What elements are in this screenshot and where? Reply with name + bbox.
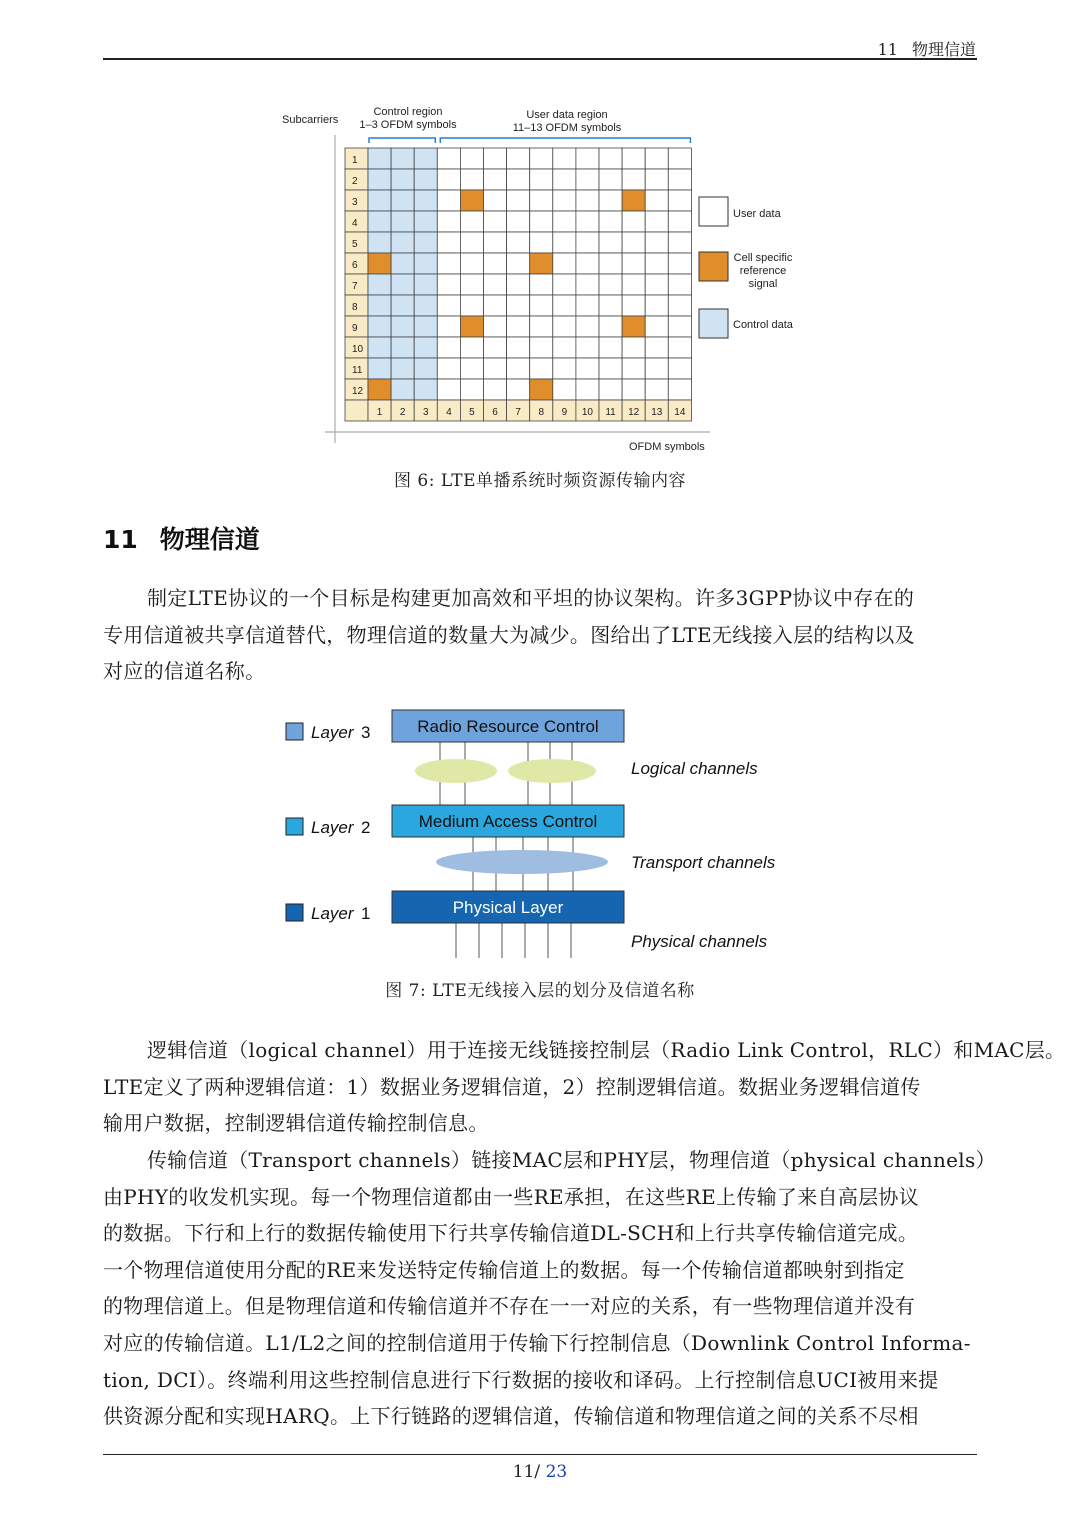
user-data-cell	[599, 337, 622, 358]
user-data-cell	[530, 316, 553, 337]
control-data-cell	[414, 379, 437, 400]
control-data-cell	[414, 190, 437, 211]
user-data-cell	[645, 232, 668, 253]
symbol-index-label: 5	[469, 407, 475, 418]
medium-access-control-label: Medium Access Control	[418, 812, 598, 831]
symbol-index-label: 11	[605, 407, 616, 418]
reference-signal-cell	[368, 253, 391, 274]
user-data-cell	[460, 232, 483, 253]
user-data-cell	[622, 379, 645, 400]
user-region-bracket	[440, 138, 690, 143]
legend-control-data-swatch	[699, 309, 728, 338]
paragraph-line: LTE定义了两种逻辑信道：1）数据业务逻辑信道，2）控制逻辑信道。数据业务逻辑信道传	[103, 1074, 921, 1099]
control-region-symbols-label: 1–3 OFDM symbols	[359, 119, 457, 131]
control-data-cell	[368, 337, 391, 358]
paragraph-line: 的数据。下行和上行的数据传输使用下行共享传输信道DL-SCH和上行共享传输信道完成。	[103, 1221, 919, 1246]
user-data-cell	[553, 232, 576, 253]
user-data-cell	[599, 190, 622, 211]
user-data-cell	[645, 190, 668, 211]
control-data-cell	[391, 316, 414, 337]
user-data-cell	[484, 379, 507, 400]
layer-1-number: 1	[361, 904, 371, 923]
transport-channel-ellipse	[436, 850, 608, 874]
user-data-cell	[576, 379, 599, 400]
physical-layer-label: Physical Layer	[452, 898, 564, 917]
user-data-cell	[530, 232, 553, 253]
subcarrier-index-label: 11	[352, 365, 363, 376]
control-data-cell	[391, 295, 414, 316]
reference-signal-cell	[622, 190, 645, 211]
user-data-cell	[645, 148, 668, 169]
user-region-label: User data region	[526, 109, 608, 121]
user-data-cell	[668, 190, 691, 211]
user-data-cell	[507, 274, 530, 295]
user-data-cell	[645, 274, 668, 295]
user-data-cell	[668, 295, 691, 316]
user-data-cell	[599, 274, 622, 295]
user-data-cell	[599, 316, 622, 337]
user-data-cell	[622, 169, 645, 190]
user-data-cell	[668, 337, 691, 358]
subcarrier-index-label: 10	[352, 344, 364, 355]
logical-channel-ellipse	[415, 759, 497, 783]
user-data-cell	[530, 274, 553, 295]
user-data-cell	[622, 295, 645, 316]
control-data-cell	[391, 169, 414, 190]
control-data-cell	[414, 148, 437, 169]
user-data-cell	[437, 169, 460, 190]
figure-7-caption: 图 7: LTE无线接入层的划分及信道名称	[385, 981, 695, 1001]
ofdm-symbols-axis-label: OFDM symbols	[629, 441, 705, 453]
paragraph-line: 由PHY的收发机实现。每一个物理信道都由一些RE承担，在这些RE上传输了来自高层协议	[103, 1184, 920, 1209]
user-data-cell	[576, 295, 599, 316]
user-data-cell	[437, 232, 460, 253]
control-data-cell	[414, 358, 437, 379]
user-data-cell	[622, 274, 645, 295]
user-data-cell	[484, 211, 507, 232]
user-data-cell	[530, 148, 553, 169]
control-data-cell	[368, 274, 391, 295]
user-data-cell	[553, 148, 576, 169]
user-data-cell	[507, 232, 530, 253]
figure-6-caption: 图 6: LTE单播系统时频资源传输内容	[393, 471, 686, 491]
protocol-layers-figure	[280, 700, 800, 965]
user-data-cell	[668, 253, 691, 274]
layer-1-label: Layer	[311, 904, 354, 923]
control-region-bracket	[369, 138, 435, 143]
control-data-cell	[391, 379, 414, 400]
transport-channel-paragraph	[103, 1142, 996, 1435]
control-region-label: Control region	[373, 106, 443, 118]
subcarrier-index-label: 3	[352, 197, 358, 208]
control-data-cell	[414, 337, 437, 358]
user-data-cell	[553, 169, 576, 190]
section-title: 物理信道	[159, 525, 260, 554]
user-data-cell	[576, 316, 599, 337]
user-data-cell	[645, 358, 668, 379]
symbol-index-label: 1	[376, 407, 383, 418]
user-data-cell	[530, 358, 553, 379]
user-data-cell	[553, 316, 576, 337]
control-data-cell	[391, 211, 414, 232]
paragraph-line: 一个物理信道使用分配的RE来发送特定传输信道上的数据。每一个传输信道都映射到指定	[103, 1257, 905, 1282]
control-data-cell	[414, 211, 437, 232]
subcarrier-index-label: 2	[352, 176, 358, 187]
control-data-cell	[368, 295, 391, 316]
subcarrier-index-label: 12	[352, 386, 364, 397]
layer-1-legend-square	[286, 904, 303, 921]
user-data-cell	[484, 169, 507, 190]
user-data-cell	[484, 274, 507, 295]
user-data-cell	[460, 358, 483, 379]
user-data-cell	[553, 190, 576, 211]
user-data-cell	[668, 379, 691, 400]
page-number	[0, 1462, 1080, 1482]
subcarrier-index-label: 1	[352, 155, 358, 166]
user-data-cell	[437, 337, 460, 358]
reference-signal-cell	[622, 316, 645, 337]
layer-2-label: Layer	[311, 818, 354, 837]
legend-user-data-swatch	[699, 197, 728, 226]
symbol-index-label: 8	[538, 407, 545, 418]
user-data-cell	[599, 379, 622, 400]
user-data-cell	[668, 358, 691, 379]
symbol-index-label: 10	[581, 407, 594, 418]
user-data-cell	[622, 211, 645, 232]
user-data-cell	[530, 337, 553, 358]
user-data-cell	[553, 274, 576, 295]
total-pages-link[interactable]: 23	[545, 1462, 568, 1482]
user-data-cell	[507, 358, 530, 379]
user-data-cell	[576, 148, 599, 169]
legend-crs-label-line1: Cell specific	[733, 252, 793, 264]
user-data-cell	[484, 253, 507, 274]
control-data-cell	[391, 190, 414, 211]
user-data-cell	[460, 148, 483, 169]
control-data-cell	[368, 169, 391, 190]
user-data-cell	[553, 295, 576, 316]
reference-signal-cell	[460, 190, 483, 211]
control-data-cell	[414, 232, 437, 253]
subcarrier-index-cell	[345, 400, 368, 421]
paragraph-line: 对应的传输信道。L1/L2之间的控制信道用于传输下行控制信息（Downlink Control Informa-	[103, 1330, 971, 1355]
header-chapter-title: 物理信道	[911, 40, 976, 59]
paragraph-line: 传输信道（Transport channels）链接MAC层和PHY层，物理信道（physical channels）	[147, 1148, 996, 1172]
user-data-cell	[668, 211, 691, 232]
section-heading	[103, 520, 260, 556]
user-data-cell	[622, 253, 645, 274]
user-data-cell	[507, 190, 530, 211]
symbol-index-label: 14	[674, 407, 686, 418]
user-data-cell	[576, 232, 599, 253]
user-data-cell	[553, 253, 576, 274]
legend-crs-label-line2: reference	[739, 265, 787, 277]
symbol-index-label: 12	[628, 407, 640, 418]
user-data-cell	[484, 337, 507, 358]
control-data-cell	[368, 358, 391, 379]
reference-signal-cell	[460, 316, 483, 337]
section-number: 11	[103, 525, 138, 554]
user-data-cell	[645, 169, 668, 190]
user-data-cell	[484, 148, 507, 169]
header-rule	[103, 58, 977, 60]
subcarrier-index-label: 9	[352, 323, 358, 334]
user-data-cell	[530, 169, 553, 190]
control-data-cell	[368, 316, 391, 337]
symbol-index-label: 2	[399, 407, 406, 418]
running-header	[878, 37, 976, 60]
user-data-cell	[576, 274, 599, 295]
control-data-cell	[391, 148, 414, 169]
user-data-cell	[460, 169, 483, 190]
legend-user-data-label: User data	[733, 208, 781, 220]
subcarrier-index-label: 5	[352, 239, 358, 250]
paragraph-line: 专用信道被共享信道替代，物理信道的数量大为减少。图给出了LTE无线接入层的结构以及	[103, 622, 915, 647]
user-data-cell	[507, 316, 530, 337]
user-data-cell	[460, 379, 483, 400]
paragraph-line: 输用户数据，控制逻辑信道传输控制信息。	[103, 1111, 489, 1136]
user-data-cell	[530, 190, 553, 211]
user-data-cell	[507, 169, 530, 190]
layer-3-label: Layer	[311, 723, 354, 742]
subcarrier-index-label: 4	[352, 218, 358, 229]
user-data-cell	[460, 295, 483, 316]
user-data-cell	[668, 274, 691, 295]
control-data-cell	[368, 148, 391, 169]
user-data-cell	[484, 232, 507, 253]
subcarrier-index-label: 7	[352, 281, 358, 292]
user-data-cell	[553, 337, 576, 358]
user-data-cell	[437, 316, 460, 337]
paragraph-line: 的物理信道上。但是物理信道和传输信道并不存在一一对应的关系，有一些物理信道并没有	[103, 1294, 915, 1319]
user-data-cell	[599, 253, 622, 274]
paragraph-line: 制定LTE协议的一个目标是构建更加高效和平坦的协议架构。许多3GPP协议中存在的	[147, 586, 915, 610]
user-data-cell	[622, 337, 645, 358]
user-data-cell	[460, 211, 483, 232]
user-data-cell	[668, 316, 691, 337]
user-data-cell	[668, 169, 691, 190]
user-data-cell	[576, 253, 599, 274]
user-data-cell	[460, 274, 483, 295]
symbol-index-label: 13	[651, 407, 663, 418]
user-data-cell	[668, 232, 691, 253]
control-data-cell	[414, 295, 437, 316]
user-data-cell	[645, 379, 668, 400]
intro-paragraph	[103, 580, 977, 690]
user-data-cell	[668, 148, 691, 169]
control-data-cell	[368, 190, 391, 211]
layer-2-legend-square	[286, 818, 303, 835]
user-data-cell	[599, 169, 622, 190]
control-data-cell	[391, 274, 414, 295]
user-data-cell	[622, 358, 645, 379]
symbol-index-label: 4	[446, 407, 452, 418]
symbol-index-label: 9	[561, 407, 568, 418]
physical-channels-label: Physical channels	[631, 932, 768, 951]
user-data-cell	[576, 190, 599, 211]
legend-crs-swatch	[699, 252, 728, 281]
paragraph-line: 对应的信道名称。	[103, 659, 266, 684]
user-data-cell	[553, 379, 576, 400]
user-data-cell	[507, 253, 530, 274]
reference-signal-cell	[530, 253, 553, 274]
user-data-cell	[437, 274, 460, 295]
user-data-cell	[576, 337, 599, 358]
user-data-cell	[599, 211, 622, 232]
user-data-cell	[507, 379, 530, 400]
user-data-cell	[645, 295, 668, 316]
header-chapter-number: 11	[877, 40, 898, 59]
control-data-cell	[414, 316, 437, 337]
resource-grid	[345, 148, 691, 421]
paragraph-line: tion, DCI）。终端利用这些控制信息进行下行数据的接收和译码。上行控制信息UCI被用来提	[103, 1367, 939, 1392]
user-data-cell	[437, 211, 460, 232]
user-data-cell	[437, 148, 460, 169]
control-data-cell	[414, 169, 437, 190]
reference-signal-cell	[368, 379, 391, 400]
user-data-cell	[576, 169, 599, 190]
transport-channels-label: Transport channels	[631, 853, 776, 872]
user-data-cell	[576, 358, 599, 379]
control-data-cell	[414, 253, 437, 274]
user-region-symbols-label: 11–13 OFDM symbols	[512, 122, 622, 134]
user-data-cell	[622, 232, 645, 253]
user-data-cell	[507, 211, 530, 232]
control-data-cell	[391, 337, 414, 358]
user-data-cell	[484, 316, 507, 337]
user-data-cell	[599, 232, 622, 253]
user-data-cell	[622, 148, 645, 169]
user-data-cell	[530, 295, 553, 316]
user-data-cell	[460, 253, 483, 274]
user-data-cell	[507, 148, 530, 169]
reference-signal-cell	[530, 379, 553, 400]
user-data-cell	[599, 295, 622, 316]
user-data-cell	[576, 211, 599, 232]
user-data-cell	[599, 148, 622, 169]
user-data-cell	[460, 337, 483, 358]
user-data-cell	[437, 358, 460, 379]
current-page: 11/	[512, 1462, 541, 1482]
user-data-cell	[437, 379, 460, 400]
resource-grid-figure	[270, 95, 830, 465]
user-data-cell	[437, 295, 460, 316]
user-data-cell	[484, 358, 507, 379]
user-data-cell	[645, 211, 668, 232]
symbol-index-label: 3	[422, 407, 429, 418]
user-data-cell	[507, 337, 530, 358]
user-data-cell	[645, 253, 668, 274]
user-data-cell	[553, 358, 576, 379]
user-data-cell	[599, 358, 622, 379]
control-data-cell	[391, 358, 414, 379]
control-data-cell	[391, 253, 414, 274]
user-data-cell	[553, 211, 576, 232]
user-data-cell	[645, 316, 668, 337]
user-data-cell	[530, 211, 553, 232]
user-data-cell	[645, 337, 668, 358]
user-data-cell	[484, 190, 507, 211]
user-data-cell	[437, 253, 460, 274]
symbol-index-label: 6	[492, 407, 498, 418]
control-data-cell	[368, 232, 391, 253]
legend-control-data-label: Control data	[733, 319, 793, 331]
user-data-cell	[484, 295, 507, 316]
logical-channels-label: Logical channels	[631, 759, 758, 778]
layer-3-number: 3	[361, 723, 371, 742]
subcarrier-index-label: 8	[352, 302, 358, 313]
paragraph-line: 供资源分配和实现HARQ。上下行链路的逻辑信道，传输信道和物理信道之间的关系不尽相	[103, 1404, 919, 1429]
user-data-cell	[437, 190, 460, 211]
control-data-cell	[391, 232, 414, 253]
radio-resource-control-label: Radio Resource Control	[417, 717, 599, 736]
layer-3-legend-square	[286, 723, 303, 740]
footer-rule	[103, 1454, 977, 1455]
subcarrier-index-label: 6	[352, 260, 358, 271]
user-data-cell	[507, 295, 530, 316]
grid-legend	[699, 197, 728, 338]
logical-channel-ellipse	[508, 759, 596, 783]
control-data-cell	[414, 274, 437, 295]
symbol-index-label: 7	[515, 407, 521, 418]
subcarriers-axis-label: Subcarriers	[282, 114, 339, 126]
logical-channel-paragraph	[103, 1032, 1066, 1142]
paragraph-line: 逻辑信道（logical channel）用于连接无线链接控制层（Radio Link Control，RLC）和MAC层。	[147, 1038, 1066, 1062]
legend-crs-label-line3: signal	[748, 278, 778, 290]
control-data-cell	[368, 211, 391, 232]
layer-2-number: 2	[361, 818, 371, 837]
